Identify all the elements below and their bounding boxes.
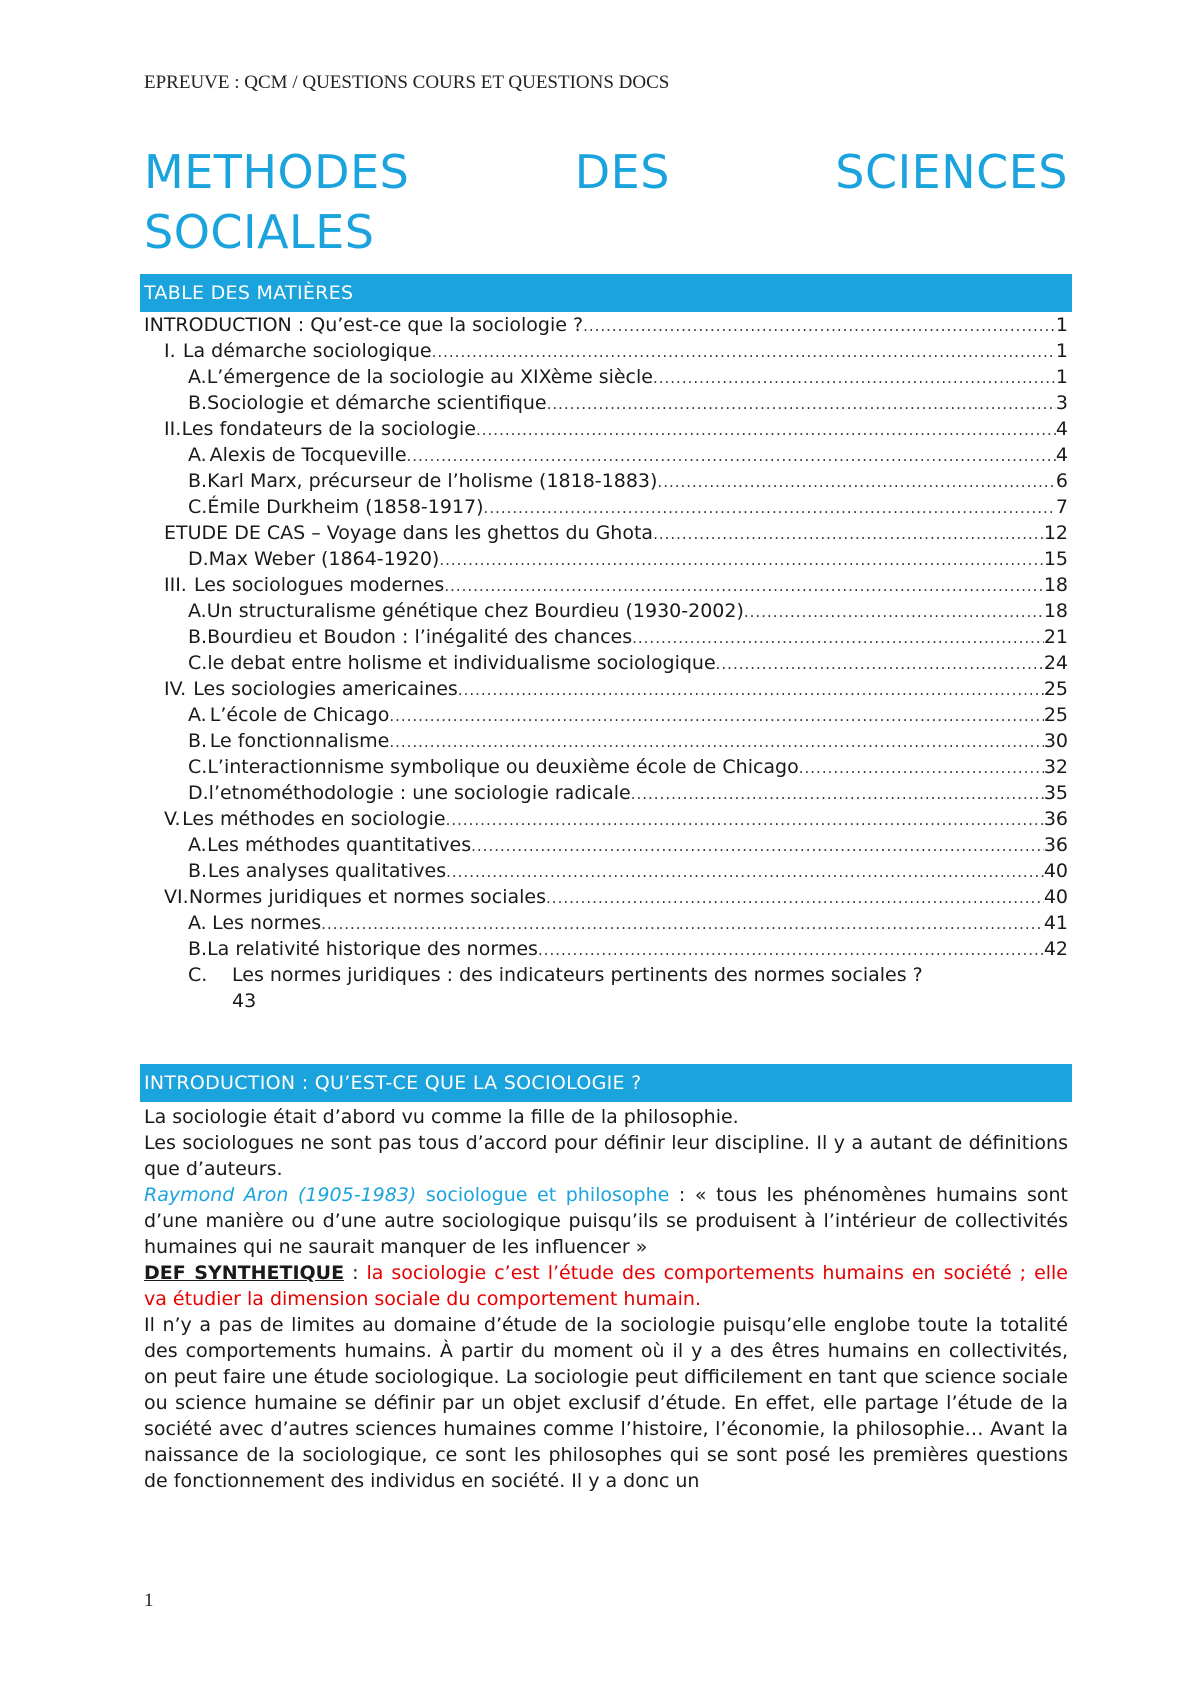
table-of-contents <box>144 312 1068 1014</box>
toc-entry[interactable]: A. Alexis de Tocqueville ..... 4 <box>144 442 1068 468</box>
toc-entry[interactable]: C. Les normes juridiques : des indicateurs pertinents des normes sociales ? 43 <box>188 964 923 1012</box>
toc-heading: TABLE DES MATIÈRES <box>140 274 1072 312</box>
toc-entry[interactable]: B. Les analyses qualitatives ..... 40 <box>144 858 1068 884</box>
title-line-2: SOCIALES <box>144 205 375 259</box>
toc-entry[interactable]: INTRODUCTION : Qu’est-ce que la sociologie ? ..... 1 <box>144 312 1068 338</box>
toc-entry[interactable]: IV. Les sociologies americaines ..... 25 <box>144 676 1068 702</box>
toc-entry[interactable]: B. Karl Marx, précurseur de l’holisme (1818-1883) ..... 6 <box>144 468 1068 494</box>
toc-entry[interactable]: I. La démarche sociologique ..... 1 <box>144 338 1068 364</box>
toc-entry[interactable]: D. Max Weber (1864-1920) ..... 15 <box>144 546 1068 572</box>
toc-entry[interactable]: A. Un structuralisme génétique chez Bourdieu (1930-2002) ..... 18 <box>144 598 1068 624</box>
intro-heading: INTRODUCTION : QU’EST-CE QUE LA SOCIOLOGIE ? <box>140 1064 1072 1102</box>
toc-entry[interactable]: D. l’etnométhodologie : une sociologie radicale ..... 35 <box>144 780 1068 806</box>
definition-paragraph: DEF SYNTHETIQUE : la sociologie c’est l’étude des comportements humains en société ; elle va étudier la dimension sociale du comportement humain. <box>144 1262 1069 1310</box>
author-name: Raymond Aron (1905-1983) <box>144 1184 417 1206</box>
author-role: sociologue et philosophe <box>425 1184 670 1206</box>
intro-paragraph: La sociologie était d’abord vu comme la fille de la philosophie. <box>144 1106 739 1128</box>
page-header: EPREUVE : QCM / QUESTIONS COURS ET QUESTIONS DOCS <box>144 72 670 93</box>
toc-entry[interactable]: C. L’interactionnisme symbolique ou deuxième école de Chicago ..... 32 <box>144 754 1068 780</box>
toc-entry[interactable]: VI. Normes juridiques et normes sociales ..... 40 <box>144 884 1068 910</box>
toc-entry[interactable]: A. L’émergence de la sociologie au XIXème siècle ..... 1 <box>144 364 1068 390</box>
title-word-1: METHODES <box>144 145 410 199</box>
toc-entry[interactable]: A. Les méthodes quantitatives ..... 36 <box>144 832 1068 858</box>
intro-paragraph: Les sociologues ne sont pas tous d’accord pour définir leur discipline. Il y a autant de définitions que d’auteurs. <box>144 1132 1068 1180</box>
toc-entry[interactable]: B. Le fonctionnalisme ..... 30 <box>144 728 1068 754</box>
intro-paragraph: Il n’y a pas de limites au domaine d’étude de la sociologie puisqu’elle englobe toute la totalité des comportements humains. À partir du moment où il y a des êtres humains en collectivités, on peut faire une étude sociologique. La sociologie peut difficilement en tant que science sociale ou science humaine se définir par un objet exclusif d’étude. En effet, elle partage l’étude de la société avec d’autres sciences humaines comme l’histoire, l’économie, la philosophie… Avant la naissance de la sociologique, ce sont les philosophes qui se sont posé les premières questions de fonctionnement des individus en société. Il y a donc un <box>144 1314 1068 1492</box>
aron-quote: : « tous les phénomènes humains sont d’une manière ou d’une autre sociologique puisqu’ils se produisent à l’intérieur de collectivités humaines qui ne saurait manquer de les influencer » <box>144 1184 1068 1258</box>
toc-entry[interactable]: B. Sociologie et démarche scientifique ..... 3 <box>144 390 1068 416</box>
toc-entry[interactable]: ETUDE DE CAS – Voyage dans les ghettos du Ghota ..... 12 <box>144 520 1068 546</box>
toc-entry[interactable]: C. Émile Durkheim (1858-1917) ..... 7 <box>144 494 1068 520</box>
page-number: 1 <box>144 1590 154 1611</box>
definition-label: DEF SYNTHETIQUE <box>144 1262 345 1284</box>
definition-text: la sociologie c’est l’étude des comportements humains en société ; elle va étudier la dimension sociale du comportement humain. <box>144 1262 1069 1310</box>
title-word-2: DES <box>574 145 670 199</box>
aron-quote-paragraph <box>144 1182 1068 1260</box>
toc-entry[interactable]: III. Les sociologues modernes ..... 18 <box>144 572 1068 598</box>
title-word-3: SCIENCES <box>835 145 1068 199</box>
document-title <box>144 142 1068 262</box>
toc-entry[interactable]: A. L’école de Chicago ..... 25 <box>144 702 1068 728</box>
toc-entry[interactable]: A. Les normes ..... 41 <box>144 910 1068 936</box>
toc-entry[interactable]: B. La relativité historique des normes ..... 42 <box>144 936 1068 962</box>
toc-entry[interactable]: B. Bourdieu et Boudon : l’inégalité des chances ..... 21 <box>144 624 1068 650</box>
toc-entry[interactable]: V. Les méthodes en sociologie ..... 36 <box>144 806 1068 832</box>
intro-body <box>144 1104 1068 1494</box>
toc-entry[interactable]: C. le debat entre holisme et individualisme sociologique ..... 24 <box>144 650 1068 676</box>
toc-entry[interactable]: II. Les fondateurs de la sociologie ..... 4 <box>144 416 1068 442</box>
